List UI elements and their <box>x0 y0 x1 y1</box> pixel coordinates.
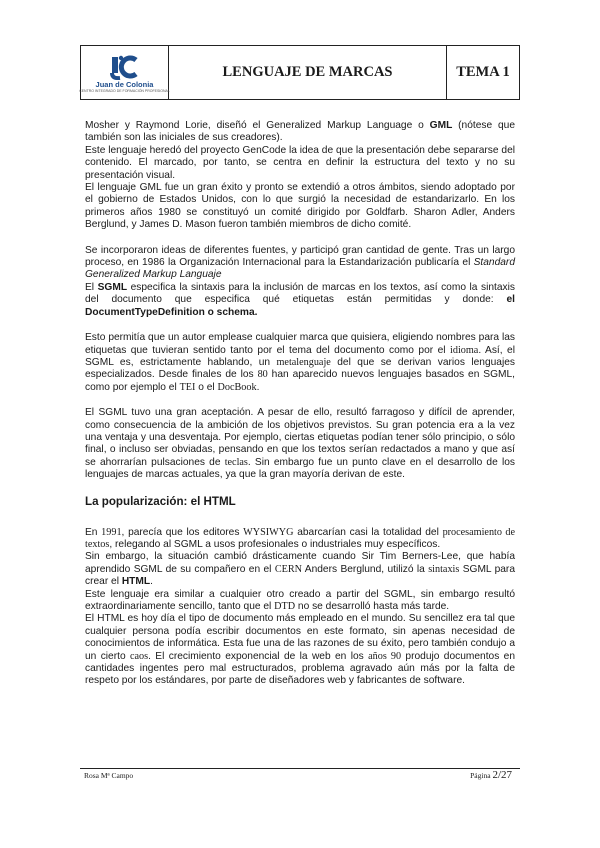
logo-tagline: CENTRO INTEGRADO DE FORMACIÓN PROFESIONAL <box>79 88 170 93</box>
footer-author: Rosa Mª Campo <box>84 771 134 780</box>
school-logo-icon <box>108 54 142 80</box>
document-body <box>85 120 515 688</box>
paragraph: El SGML tuvo una gran aceptación. A pesar de ello, resultó farragoso y difícil de aprender, como consecuencia de la ambición de los objetivos previstos. Su gran potencia era a la vez una ventaja y una desventaja. Por ejemplo, ciertas etiquetas podían tener sólo principio, o sólo final, o incluso ser obviadas, pensando en que los textos serían redactados a mano y que así se ahorrarían pulsaciones de teclas. Sin embargo fue un punto clave en el desarrollo de los lenguajes de marcas actuales, ya que la gran mayoría derivan de este. <box>85 407 515 481</box>
paragraph: El SGML especifica la sintaxis para la inclusión de marcas en los textos, así como la sintaxis del documento que especifica qué etiquetas están permitidas y donde: el DocumentTypeDefinition o schema. <box>85 281 515 318</box>
footer-page <box>470 769 512 781</box>
page-label: Página <box>470 771 493 780</box>
paragraph: Sin embargo, la situación cambió drásticamente cuando Sir Tim Berners-Lee, que había aprendido SGML de su compañero en el CERN Anders Berglund, utilizó la sintaxis SGML para crear el HTML. <box>85 551 515 588</box>
logo-name: Juan de Colonia <box>95 79 154 89</box>
section-title: La popularización: el HTML <box>85 494 236 508</box>
paragraph: Este lenguaje heredó del proyecto GenCode la idea de que la presentación debe separarse del contenido. El marcado, por tanto, se centra en definir la estructura del texto y no su presentación visual. <box>85 144 515 181</box>
tema-label: TEMA 1 <box>456 64 510 80</box>
paragraph: Mosher y Raymond Lorie, diseñó el Generalized Markup Language o GML (nótese que también son las iniciales de sus creadores). <box>85 120 516 144</box>
document-title: LENGUAJE DE MARCAS <box>169 46 447 99</box>
paragraph: El HTML es hoy día el tipo de documento más empleado en el mundo. Su sencillez era tal que cualquier persona podía escribir documentos en este formato, sin apenas necesidad de conocimientos de informática. Esta fue una de las razones de su éxito, pero también condujo a un cierto caos. El crecimiento exponencial de la web en los años 90 produjo documentos en cantidades ingentes pero mal estructurados, problema agravado aún más por la falta de respeto por los estándares, por parte de diseñadores web y fabricantes de software. <box>85 613 515 687</box>
paragraph: Este lenguaje era similar a cualquier otro creado a partir del SGML, sin embargo resultó extraordinariamente sencillo, tanto que el DTD no se desarrolló hasta más tarde. <box>85 588 515 612</box>
footer-divider <box>80 768 520 769</box>
paragraph: Se incorporaron ideas de diferentes fuentes, y participó gran cantidad de gente. Tras un largo proceso, en 1986 la Organización Internacional para la Estandarización publicaría el Standard Generalized Markup Languaje <box>85 244 515 281</box>
page-number: 2/27 <box>492 769 512 781</box>
paragraph: Esto permitía que un autor emplease cualquier marca que quisiera, eligiendo nombres para las etiquetas que tuvieran sentido tanto por el tema del documento como por el idioma. Así, el SGML es, estrictamente hablando, un metalenguaje del que se derivan varios lenguajes especializados. Desde finales de los 80 han aparecido nuevos lenguajes basados en SGML, como por ejemplo el TEI o el DocBook. <box>85 332 516 393</box>
paragraph: En 1991, parecía que los editores WYSIWYG abarcarían casi la totalidad del procesamiento de textos, relegando al SGML a usos profesionales o industriales muy específicos. <box>85 526 515 550</box>
page-header <box>80 45 520 100</box>
school-logo <box>81 46 169 99</box>
paragraph: El lenguaje GML fue un gran éxito y pronto se extendió a otros ámbitos, siendo adoptado por el gobierno de Estados Unidos, con lo que surgió la necesidad de estandarizarlo. En los primeros años 1980 se constituyó un comité dirigido por Goldfarb. Sharon Adler, Anders Berglund, y James D. Mason fueron también miembros de dicho comité. <box>85 182 515 231</box>
